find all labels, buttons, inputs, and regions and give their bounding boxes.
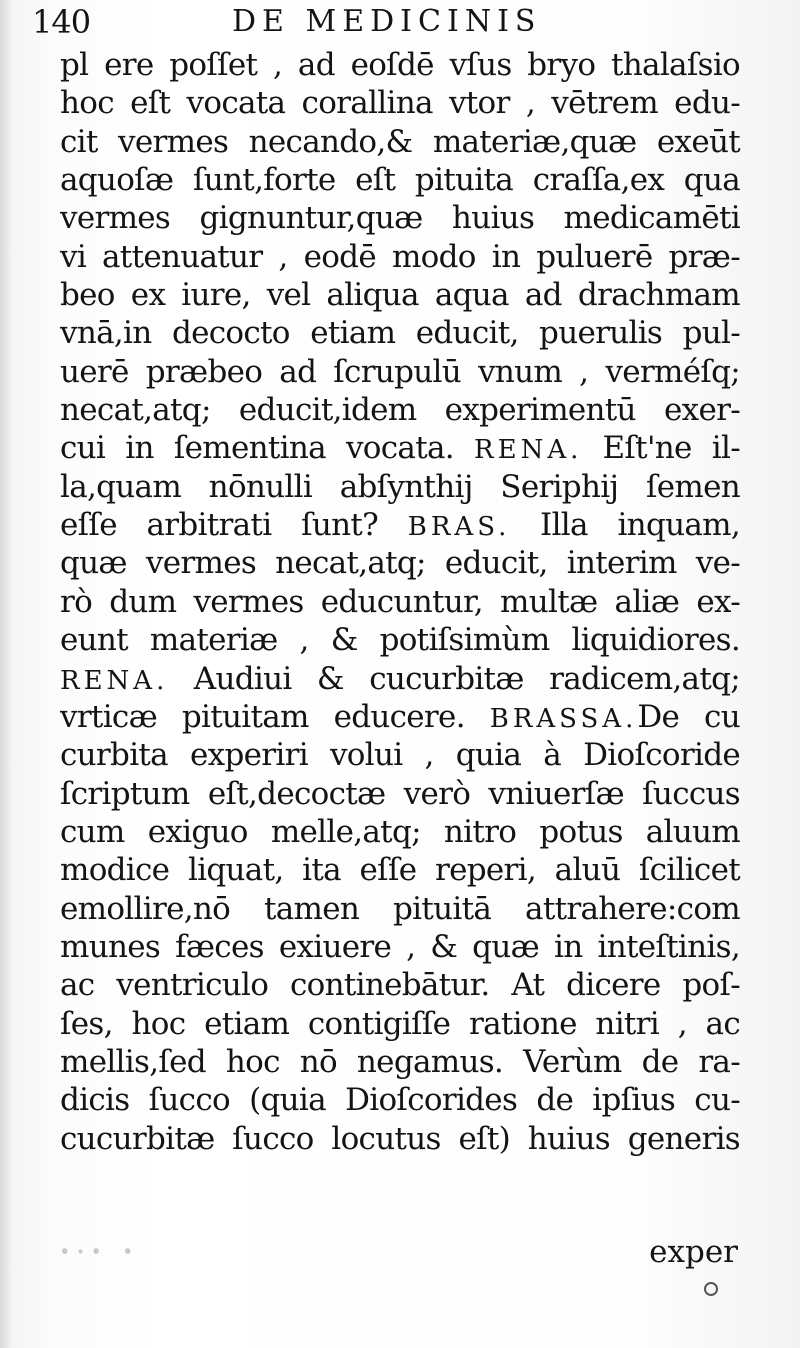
speaker-name: RENA.	[60, 665, 169, 696]
line-text: pl ere poſſet , ad eoſdē vſus bryo thalaſsio	[60, 47, 740, 83]
line-text: aquoſæ ſunt,forte eſt pituita craſſa,ex qua	[60, 162, 740, 199]
text-line	[60, 775, 740, 813]
line-text: modice liquat, ita eſſe reperi, aluū ſcilicet	[60, 852, 740, 889]
line-text: cit vermes necando,& materiæ,quæ exeūt	[60, 123, 740, 160]
catchword: exper	[649, 1234, 738, 1270]
line-text: ſes, hoc etiam contigiſſe ratione nitri , ac	[60, 1005, 740, 1042]
body-text	[60, 46, 740, 1158]
text-line	[60, 1005, 740, 1043]
line-text: De cu	[637, 698, 740, 735]
text-line	[60, 161, 740, 199]
line-text: quæ vermes necat,atq; educit, interim ve-	[60, 545, 740, 582]
line-text: vrticæ pituitam educere.	[60, 698, 490, 735]
page-header	[22, 2, 760, 42]
line-text: Illa inquam,	[510, 507, 740, 544]
line-text: ac ventriculo continebātur. At dicere poſ-	[60, 967, 740, 1004]
text-line	[60, 506, 740, 544]
text-line	[60, 583, 740, 621]
text-line	[60, 391, 740, 429]
text-line	[60, 890, 740, 928]
speaker-name: BRAS.	[407, 512, 511, 543]
line-text: munes fæces exiuere , & quæ in inteſtinis,	[60, 928, 740, 965]
ink-speck-mark	[704, 1282, 718, 1296]
line-text: vi attenuatur , eodē modo in puluerē præ-	[60, 238, 740, 275]
line-text: Audiui & cucurbitæ radicem,atq;	[168, 660, 740, 697]
text-line	[60, 46, 740, 84]
page-number: 140	[32, 3, 91, 41]
running-title: DE MEDICINIS	[232, 4, 542, 39]
line-text: necat,atq; educit,idem experimentū exer-	[60, 392, 740, 429]
text-line	[60, 199, 740, 237]
line-text: mellis,ſed hoc nō negamus. Verùm de ra-	[60, 1043, 740, 1080]
line-text: cum exiguo melle,atq; nitro potus aluum	[60, 813, 740, 850]
text-line	[60, 698, 740, 736]
text-line	[60, 429, 740, 467]
line-text: uerē præbeo ad ſcrupulū vnum , verméſq;	[60, 353, 740, 390]
line-text: eſſe arbitrati ſunt?	[60, 507, 408, 544]
line-text: cui in ſementina vocata.	[60, 430, 475, 467]
text-line	[60, 966, 740, 1004]
text-line	[60, 851, 740, 889]
text-line	[60, 468, 740, 506]
line-text: hoc eſt vocata corallina vtor , vētrem edu-	[60, 85, 740, 122]
text-line	[60, 84, 740, 122]
show-through-marks: ꞏ·ꞏ ꞏ	[60, 1234, 139, 1270]
line-text: beo ex iure, vel aliqua aqua ad drachmam	[60, 277, 740, 314]
text-line	[60, 621, 740, 659]
line-text: vermes gignuntur,quæ huius medicamēti	[60, 200, 740, 237]
text-line	[60, 276, 740, 314]
text-line	[60, 736, 740, 774]
text-line	[60, 314, 740, 352]
page-spine-shadow	[0, 0, 12, 1348]
text-line	[60, 238, 740, 276]
text-line	[60, 660, 740, 698]
text-line	[60, 544, 740, 582]
text-line	[60, 353, 740, 391]
text-line	[60, 813, 740, 851]
line-text: vnā,in decocto etiam educit, puerulis pul-	[60, 315, 740, 352]
speaker-name: RENA.	[474, 435, 583, 466]
text-line	[60, 1081, 740, 1119]
text-line	[60, 1043, 740, 1081]
line-text: la,quam nōnulli abſynthij Seriphij ſemen	[60, 468, 740, 505]
speaker-name: BRASSA.	[489, 703, 638, 734]
text-line	[60, 928, 740, 966]
line-text: dicis ſucco (quia Dioſcorides de ipſius cu-	[60, 1082, 740, 1119]
line-text: eunt materiæ , & potiſsimùm liquidiores.	[60, 622, 740, 659]
text-line	[60, 123, 740, 161]
line-text: curbita experiri volui , quia à Dioſcoride	[60, 737, 740, 774]
line-text: rò dum vermes educuntur, multæ aliæ ex-	[60, 583, 740, 620]
line-text: cucurbitæ ſucco locutus eſt) huius generis	[60, 1120, 740, 1157]
text-line	[60, 1120, 740, 1158]
line-text: emollire,nō tamen pituitā attrahere:com	[60, 890, 740, 927]
line-text: Eſt'ne il-	[582, 430, 740, 467]
line-text: ſcriptum eſt,decoctæ verò vniuerſæ ſuccus	[60, 775, 740, 812]
